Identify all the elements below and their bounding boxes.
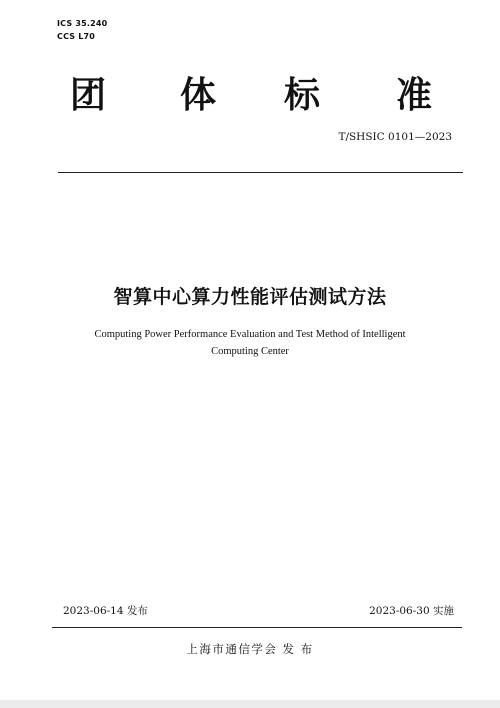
implementation-date: 2023-06-30 实施: [369, 605, 454, 617]
standard-type-char-1: 团: [70, 75, 107, 116]
document-title-english: Computing Power Performance Evaluation and Test Method of Intelligent Computing Center: [94, 329, 406, 357]
standard-type-char-2: 体: [180, 75, 217, 116]
standard-type-heading: [62, 71, 452, 121]
ics-classification: ICS 35.240: [57, 19, 108, 28]
standard-type-char-4: 准: [396, 75, 433, 116]
standard-type-char-3: 标: [284, 75, 321, 116]
top-divider: [58, 172, 463, 173]
release-date: 2023-06-14 发布: [63, 605, 148, 617]
issuing-organization: 上海市通信学会 发 布: [186, 642, 314, 656]
viewer-bottom-strip: [0, 700, 500, 708]
ccs-classification: CCS L70: [57, 32, 96, 41]
bottom-divider: [52, 627, 462, 628]
document-title-chinese: 智算中心算力性能评估测试方法: [113, 286, 387, 308]
standard-code: T/SHSIC 0101—2023: [338, 131, 452, 143]
